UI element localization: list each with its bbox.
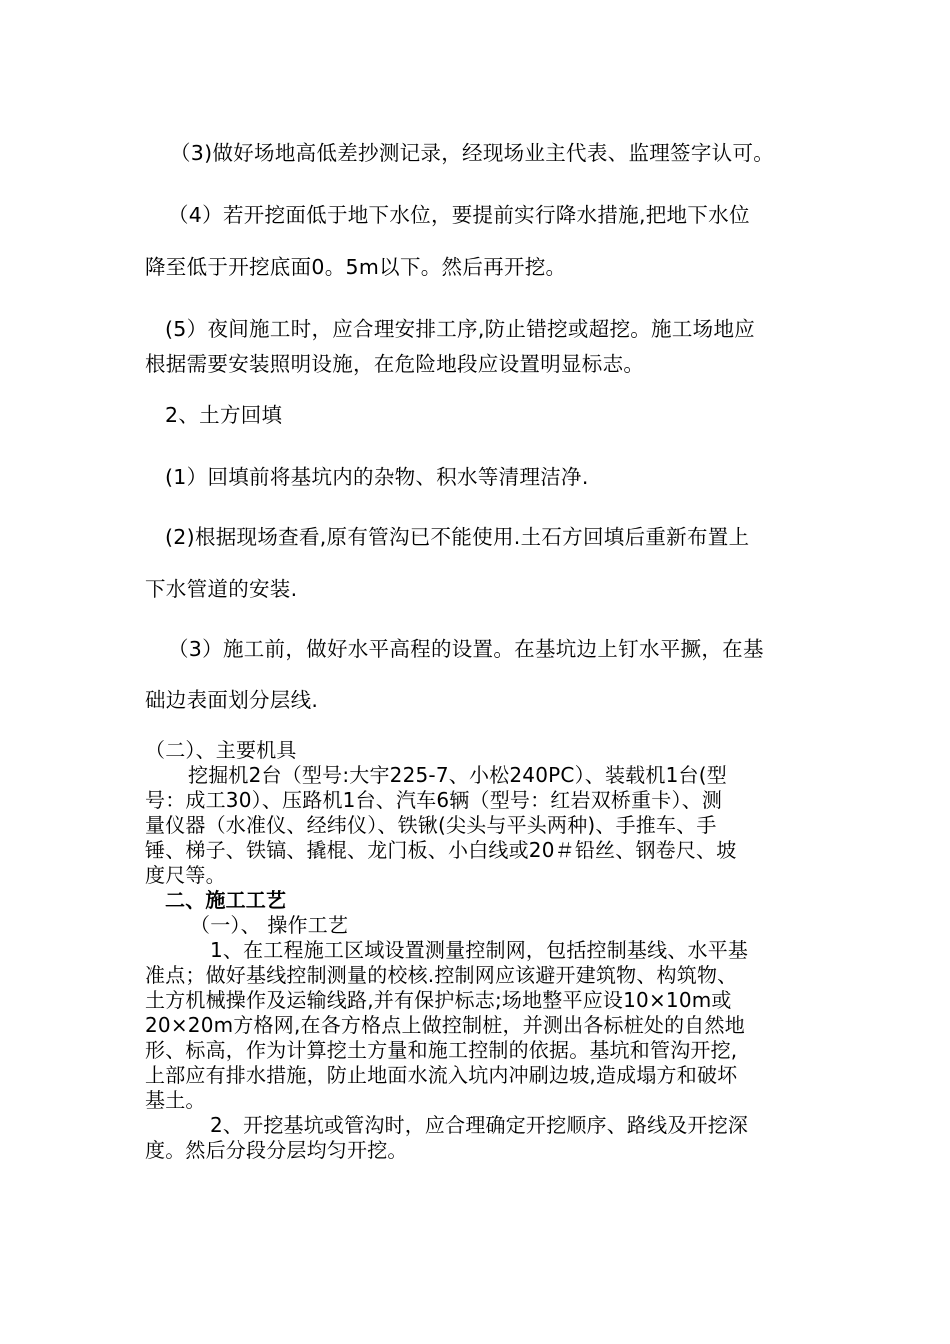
backfill-item-3-line-2: 础边表面划分层线. (145, 688, 319, 712)
paragraph-item-4-line-2: 降至低于开挖底面0。5m以下。然后再开挖。 (145, 255, 567, 279)
step-1-line-3: 土方机械操作及运输线路,并有保护标志;场地整平应设10×10m或 (145, 988, 732, 1012)
step-1-line-1: 1、在工程施工区域设置测量控制网，包括控制基线、水平基 (210, 938, 749, 962)
paragraph-item-5-line-1: (5）夜间施工时，应合理安排工序,防止错挖或超挖。施工场地应 (165, 317, 756, 341)
step-1-line-4: 20×20m方格网,在各方格点上做控制桩，并测出各标桩处的自然地 (145, 1013, 745, 1037)
equipment-line-2: 号：成工30）、压路机1台、汽车6辆（型号：红岩双桥重卡）、测 (145, 788, 723, 812)
backfill-item-2-line-1: (2)根据现场查看,原有管沟已不能使用.土石方回填后重新布置上 (165, 525, 750, 549)
paragraph-item-3: （3)做好场地高低差抄测记录，经现场业主代表、监理签字认可。 (170, 141, 775, 165)
operation-process-heading: （一）、 操作工艺 (190, 913, 349, 937)
backfill-item-2-line-2: 下水管道的安装. (145, 577, 298, 601)
step-1-line-2: 准点；做好基线控制测量的校核.控制网应该避开建筑物、构筑物、 (145, 963, 738, 987)
step-1-line-7: 基土。 (145, 1088, 206, 1112)
paragraph-item-5-line-2: 根据需要安装照明设施，在危险地段应设置明显标志。 (145, 352, 645, 376)
equipment-section-title: （二）、主要机具 (145, 738, 297, 762)
backfill-item-1: (1）回填前将基坑内的杂物、积水等清理洁净. (165, 465, 589, 489)
equipment-line-5: 度尺等。 (145, 863, 226, 887)
section-title-backfill: 2、土方回填 (165, 403, 283, 427)
backfill-item-3-line-1: （3）施工前，做好水平高程的设置。在基坑边上钉水平撅，在基 (168, 637, 764, 661)
step-2-line-1: 2、开挖基坑或管沟时，应合理确定开挖顺序、路线及开挖深 (210, 1113, 749, 1137)
equipment-line-1: 挖掘机2台（型号:大宇225-7、小松240PC）、装载机1台(型 (188, 763, 727, 787)
construction-process-heading: 二、施工工艺 (165, 888, 287, 912)
step-1-line-5: 形、标高，作为计算挖土方量和施工控制的依据。基坑和管沟开挖, (145, 1038, 738, 1062)
step-1-line-6: 上部应有排水措施，防止地面水流入坑内冲刷边坡,造成塌方和破坏 (145, 1063, 738, 1087)
equipment-line-3: 量仪器（水准仪、经纬仪）、铁锹(尖头与平头两种)、手推车、手 (145, 813, 717, 837)
step-2-line-2: 度。然后分段分层均匀开挖。 (145, 1138, 408, 1162)
equipment-line-4: 锤、梯子、铁镐、撬棍、龙门板、小白线或20＃铅丝、钢卷尺、坡 (145, 838, 737, 862)
paragraph-item-4-line-1: （4）若开挖面低于地下水位，要提前实行降水措施,把地下水位 (168, 203, 750, 227)
